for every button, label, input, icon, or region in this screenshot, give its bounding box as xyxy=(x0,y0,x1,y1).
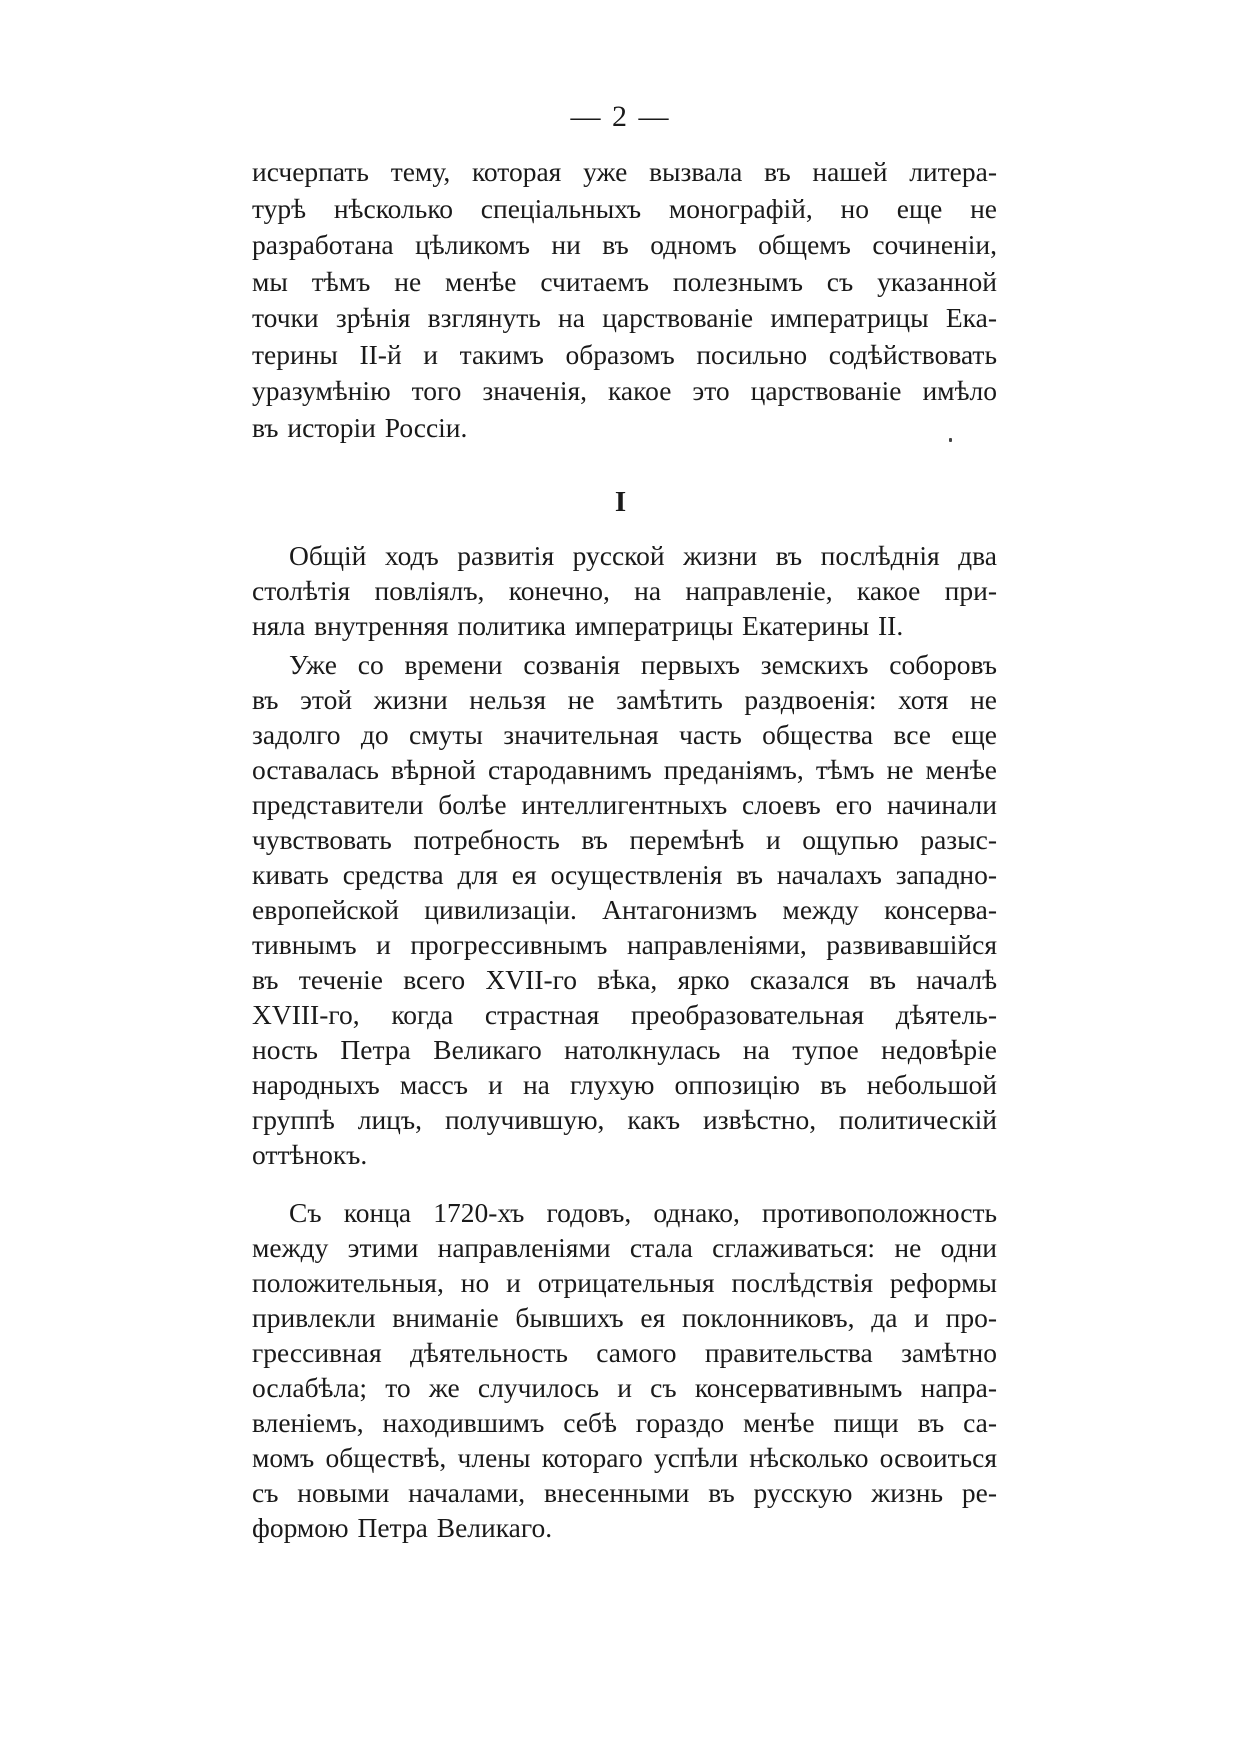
text-line: няла внутренняя политика императрицы Екатерины II. xyxy=(252,610,904,641)
text-line: Уже со времени созванія первыхъ земскихъ соборовъ xyxy=(289,649,997,680)
print-speck xyxy=(949,438,952,442)
text-line: европейской цивилизаціи. Антагонизмъ между консерва- xyxy=(252,894,997,925)
text-line: оттѣнокъ. xyxy=(252,1139,368,1170)
text-line: вленіемъ, находившимъ себѣ гораздо менѣе пищи въ са- xyxy=(252,1407,997,1438)
text-line: формою Петра Великаго. xyxy=(252,1512,553,1543)
text-line: момъ обществѣ, члены котораго успѣли нѣсколько освоиться xyxy=(252,1442,997,1473)
paragraph-1 xyxy=(252,538,997,643)
text-line: Общій ходъ развитія русской жизни въ послѣднія два xyxy=(289,540,997,571)
text-line: уразумѣнію того значенія, какое это царствованіе имѣло xyxy=(252,375,997,406)
text-line: группѣ лицъ, получившую, какъ извѣстно, политическій xyxy=(252,1104,997,1135)
text-line: въ исторіи Россіи. xyxy=(252,411,468,443)
text-line: тивнымъ и прогрессивнымъ направленіями, развивавшійся xyxy=(252,929,997,960)
text-line: чувствовать потребность въ перемѣнѣ и ощупью разыс- xyxy=(252,824,997,855)
text-line: положительныя, но и отрицательныя послѣдствія реформы xyxy=(252,1267,997,1298)
text-line: въ этой жизни нельзя не замѣтить раздвоенія: хотя не xyxy=(252,684,997,715)
text-line: мы тѣмъ не менѣе считаемъ полезнымъ съ указанной xyxy=(252,265,997,297)
page-number: — 2 — xyxy=(570,100,671,133)
text-line: точки зрѣнія взглянуть на царствованіе императрицы Ека- xyxy=(252,302,997,333)
text-line: народныхъ массъ и на глухую оппозицію въ небольшой xyxy=(252,1069,997,1100)
paragraph-2 xyxy=(252,647,997,1172)
text-line: представители болѣе интеллигентныхъ слоевъ его начинали xyxy=(252,789,997,820)
text-line: между этими направленіями стала сглаживаться: не одни xyxy=(252,1232,997,1263)
text-line: турѣ нѣсколько спеціальныхъ монографій, но еще не xyxy=(252,192,997,224)
section-heading: I xyxy=(614,486,627,518)
text-line: задолго до смуты значительная часть общества все еще xyxy=(252,719,997,750)
text-line: кивать средства для ея осуществленія въ началахъ западно- xyxy=(252,859,997,890)
text-line: привлекли вниманіе бывшихъ ея поклонниковъ, да и про- xyxy=(252,1302,997,1333)
text-line: столѣтія повліялъ, конечно, на направленіе, какое при- xyxy=(252,575,997,606)
text-line: въ теченіе всего XVII-го вѣка, ярко сказался въ началѣ xyxy=(252,964,997,995)
text-line: разработана цѣликомъ ни въ одномъ общемъ сочиненіи, xyxy=(252,229,997,260)
text-line: оставалась вѣрной стародавнимъ преданіямъ, тѣмъ не менѣе xyxy=(252,754,997,785)
intro-paragraph xyxy=(252,154,997,446)
text-line: терины II-й и такимъ образомъ посильно содѣйствовать xyxy=(252,338,997,370)
text-line: исчерпать тему, которая уже вызвала въ нашей литера- xyxy=(252,156,997,187)
text-line: Съ конца 1720-хъ годовъ, однако, противоположность xyxy=(289,1197,997,1228)
text-line: ослабѣла; то же случилось и съ консервативнымъ напра- xyxy=(252,1372,997,1403)
text-line: XVIII-го, когда страстная преобразовательная дѣятель- xyxy=(252,999,997,1030)
text-line: съ новыми началами, внесенными въ русскую жизнь ре- xyxy=(252,1477,997,1508)
text-line: ность Петра Великаго натолкнулась на тупое недовѣріе xyxy=(252,1034,997,1065)
paragraph-3 xyxy=(252,1195,997,1545)
text-line: грессивная дѣятельность самого правительства замѣтно xyxy=(252,1337,997,1368)
